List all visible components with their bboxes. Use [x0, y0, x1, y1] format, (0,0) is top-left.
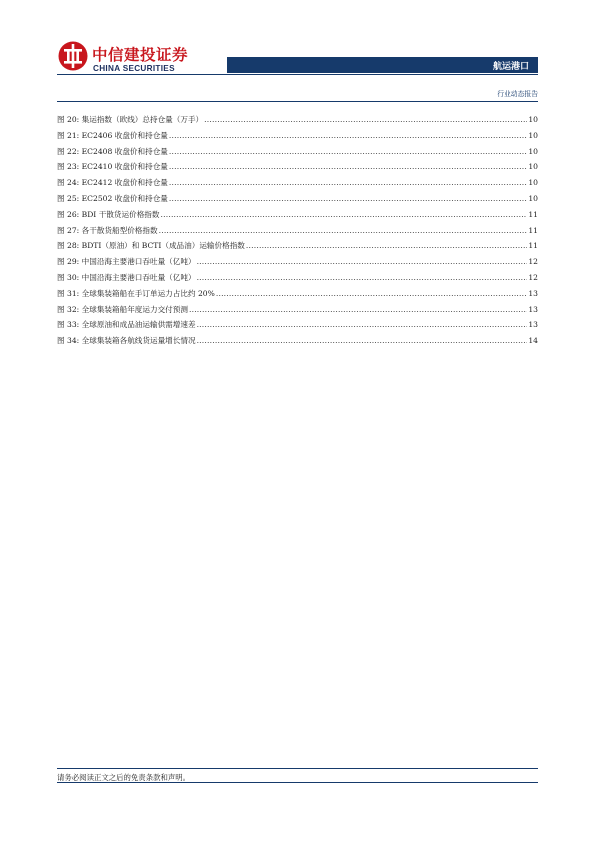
toc-entry[interactable] — [57, 238, 538, 254]
toc-leader-dots — [169, 175, 527, 191]
toc-leader-dots — [169, 128, 527, 144]
toc-leader-dots — [169, 191, 527, 207]
toc-entry-title: 图 30: 中国沿海主要港口吞吐量（亿吨） — [57, 272, 196, 282]
toc-entry-page: 10 — [528, 193, 538, 203]
brand-name-en: CHINA SECURITIES — [93, 64, 175, 73]
toc-entry-page: 12 — [528, 257, 538, 267]
toc-entry-title: 图 32: 全球集装箱船年度运力交付预测 — [57, 304, 188, 314]
toc-entry-page: 10 — [528, 130, 538, 140]
toc-entry[interactable] — [57, 128, 538, 144]
toc-entry-title: 图 21: EC2406 收盘价和持仓量 — [57, 130, 168, 140]
toc-leader-dots — [169, 144, 527, 160]
toc-entry-page: 14 — [528, 336, 538, 346]
toc-entry-title: 图 25: EC2502 收盘价和持仓量 — [57, 193, 168, 203]
toc-entry-page: 13 — [528, 320, 538, 330]
toc-leader-dots — [246, 238, 527, 254]
toc-entry[interactable] — [57, 286, 538, 302]
toc-entry[interactable] — [57, 333, 538, 349]
toc-entry-page: 13 — [528, 288, 538, 298]
toc-entry[interactable] — [57, 270, 538, 286]
toc-leader-dots — [216, 286, 527, 302]
subheader-divider — [57, 101, 538, 102]
toc-entry[interactable] — [57, 175, 538, 191]
toc-leader-dots — [159, 223, 528, 239]
toc-entry[interactable] — [57, 302, 538, 318]
toc-entry[interactable] — [57, 144, 538, 160]
disclaimer-text: 请务必阅读正文之后的免责条款和声明。 — [57, 773, 191, 782]
footer-divider-bottom — [57, 782, 538, 783]
toc-leader-dots — [160, 207, 527, 223]
footer-divider — [57, 768, 538, 769]
toc-entry-page: 10 — [528, 162, 538, 172]
toc-entry-page: 13 — [528, 304, 538, 314]
toc-entry-title: 图 26: BDI 干散货运价格指数 — [57, 209, 160, 219]
toc-entry-page: 10 — [528, 115, 538, 124]
toc-leader-dots — [197, 270, 528, 286]
toc-entry-title: 图 29: 中国沿海主要港口吞吐量（亿吨） — [57, 257, 196, 267]
toc-entry-page: 11 — [528, 209, 538, 219]
toc-leader-dots — [197, 333, 528, 349]
toc-entry-title: 图 34: 全球集装箱各航线货运量增长情况 — [57, 336, 196, 346]
header-divider — [57, 74, 538, 75]
citic-logo-icon — [57, 40, 89, 72]
toc-leader-dots — [204, 112, 527, 128]
toc-entry[interactable] — [57, 112, 538, 128]
toc-entry[interactable] — [57, 254, 538, 270]
toc-entry-title: 图 20: 集运指数（欧线）总持仓量（万手） — [57, 115, 204, 124]
sector-label: 航运港口 — [492, 61, 529, 72]
toc-entry-title: 图 28: BDTI（原油）和 BCTI（成品油）运输价格指数 — [57, 241, 245, 251]
sector-banner — [227, 57, 538, 73]
toc-entry-page: 10 — [528, 178, 538, 188]
toc-entry-title: 图 22: EC2408 收盘价和持仓量 — [57, 146, 168, 156]
toc-entry-title: 图 23: EC2410 收盘价和持仓量 — [57, 162, 168, 172]
toc-entry[interactable] — [57, 317, 538, 333]
toc-entry-page: 12 — [528, 272, 538, 282]
toc-entry[interactable] — [57, 223, 538, 239]
toc-entry[interactable] — [57, 191, 538, 207]
toc-entry-title: 图 31: 全球集装箱船在手订单运力占比约 20% — [57, 288, 215, 298]
toc-entry-page: 11 — [528, 225, 538, 235]
toc-entry-title: 图 33: 全球原油和成品油运输供需增速差 — [57, 320, 196, 330]
toc-leader-dots — [197, 254, 528, 270]
toc-entry-title: 图 24: EC2412 收盘价和持仓量 — [57, 178, 168, 188]
report-type-label: 行业动态报告 — [497, 90, 538, 98]
toc-leader-dots — [197, 317, 528, 333]
brand-name-cn: 中信建投证券 — [92, 46, 189, 64]
toc-entry[interactable] — [57, 207, 538, 223]
toc-entry-page: 11 — [528, 241, 538, 251]
toc-entry[interactable] — [57, 159, 538, 175]
toc-leader-dots — [189, 302, 527, 318]
toc-entry-page: 10 — [528, 146, 538, 156]
toc-entry-title: 图 27: 各干散货船型价格指数 — [57, 225, 158, 235]
figure-list — [57, 112, 538, 349]
toc-leader-dots — [169, 159, 527, 175]
